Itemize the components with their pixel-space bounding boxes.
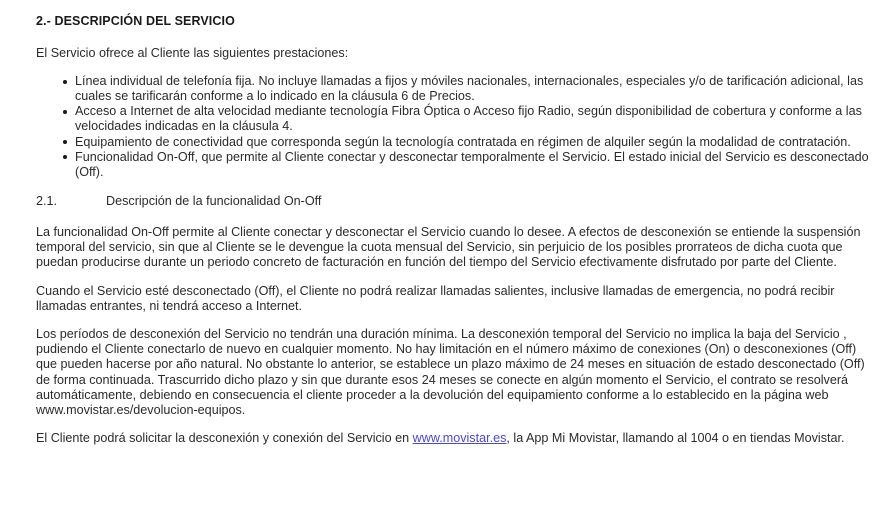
list-item (36, 135, 876, 150)
service-features-list (36, 74, 876, 180)
paragraph-onoff-description: La funcionalidad On-Off permite al Cliente conectar y desconectar el Servicio cuando lo desee. A efectos de desconexión se entiende la suspensión temporal del servicio, sin que al Cliente se le devengue la cuota mensual del Servicio, sin perjuicio de los posibles prorrateos de dicha cuota que puedan producirse durante un periodo concreto de facturación en función del tiempo del Servicio efectivamente disfrutado por parte del Cliente. (36, 225, 861, 270)
bullet-dot-icon (63, 155, 67, 159)
section-heading: 2.- DESCRIPCIÓN DEL SERVICIO (36, 14, 235, 28)
paragraph-disconnection-periods: Los períodos de desconexión del Servicio no tendrán una duración mínima. La desconexión temporal del Servicio no implica la baja del Servicio , pudiendo el Cliente conectarlo de nuevo en cualquier momento. No hay limitación en el número máximo de conexiones (On) o desconexiones (Off) que pueden hacerse por año natural. No obstante lo anterior, se establece un plazo máximo de 24 meses en situación de estado desconectado (Off) de forma continuada. Trascurrido dicho plazo y sin que durante esos 24 meses se conecte en algún momento el Servicio, el contrato se resolverá automáticamente, debiendo en consecuencia el cliente proceder a la devolución del equipamiento conforme a lo establecido en la página web www.movistar.es/devolucion-equipos. (36, 327, 865, 418)
list-item (36, 150, 876, 180)
paragraph-off-restrictions: Cuando el Servicio esté desconectado (Off), el Cliente no podrá realizar llamadas salientes, inclusive llamadas de emergencia, no podrá recibir llamadas entrantes, ni tendrá acceso a Internet. (36, 283, 835, 313)
list-item (36, 104, 876, 134)
subsection-title: Descripción de la funcionalidad On-Off (106, 193, 322, 208)
subsection-heading (36, 194, 876, 209)
list-item (36, 74, 876, 104)
final-paragraph-before-link: El Cliente podrá solicitar la desconexión y conexión del Servicio en (36, 431, 413, 446)
bullet-dot-icon (63, 110, 67, 114)
bullet-dot-icon (63, 140, 67, 144)
list-item-text: Línea individual de telefonía fija. No incluye llamadas a fijos y móviles nacionales, internacionales, especiales y/o de tarificación adicional, las cuales se tarificarán conforme a lo indicado en la cláusula 6 de Precios. (75, 74, 864, 104)
list-item-text: Funcionalidad On-Off, que permite al Cliente conectar y desconectar temporalmente el Servicio. El estado inicial del Servicio es desconectado (Off). (75, 149, 869, 179)
list-item-text: Equipamiento de conectividad que corresponda según la tecnología contratada en régimen de alquiler según la modalidad de contratación. (75, 134, 851, 149)
movistar-website-link[interactable]: www.movistar.es (412, 431, 507, 446)
list-item-text: Acceso a Internet de alta velocidad mediante tecnología Fibra Óptica o Acceso fijo Radio, según disponibilidad de cobertura y conforme a las velocidades indicadas en la cláusula 4. (75, 104, 862, 134)
final-paragraph-after-link: , la App Mi Movistar, llamando al 1004 o en tiendas Movistar. (506, 431, 845, 446)
intro-paragraph: El Servicio ofrece al Cliente las siguientes prestaciones: (36, 46, 349, 60)
paragraph-request-channels (36, 431, 876, 446)
bullet-dot-icon (63, 80, 67, 84)
document-content (36, 14, 876, 460)
subsection-number: 2.1. (36, 193, 58, 208)
